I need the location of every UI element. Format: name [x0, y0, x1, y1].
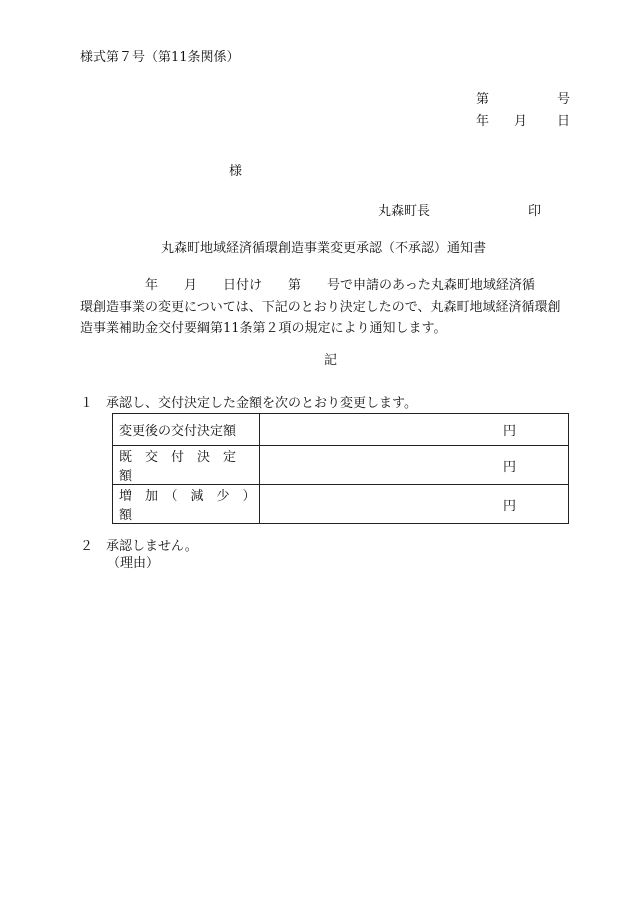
reason-label: （理由）: [107, 556, 160, 571]
amount-row-label: 既 交 付 決 定 額: [113, 446, 260, 485]
item-1-text: 承認し、交付決定した金額を次のとおり変更します。: [106, 396, 417, 411]
body-text-line: 造事業補助金交付要綱第11条第２項の規定により通知します。: [80, 321, 447, 336]
date-month-label: 月: [514, 114, 528, 129]
item-2: [80, 539, 198, 555]
ki-heading: 記: [324, 353, 338, 368]
amount-row-unit: 円: [260, 414, 569, 446]
amount-table: [112, 413, 569, 524]
amount-row-label: 増 加 （ 減 少 ） 額: [113, 485, 260, 524]
document-number-suffix: 号: [557, 92, 571, 107]
item-1: [80, 396, 417, 412]
date-year-label: 年: [476, 114, 490, 129]
amount-row-label: 変更後の交付決定額: [113, 414, 260, 446]
body-text-line: 環創造事業の変更については、下記のとおり決定したので、丸森町地域経済循環創: [80, 300, 561, 315]
seal-mark: 印: [528, 204, 542, 219]
addressee-honorific: 様: [229, 164, 243, 179]
item-1-number: １: [80, 396, 94, 411]
date-day-label: 日: [557, 114, 571, 129]
item-2-number: ２: [80, 539, 94, 554]
table-row: [113, 485, 569, 524]
amount-row-unit: 円: [260, 446, 569, 485]
document-number-prefix: 第: [476, 92, 490, 107]
table-row: [113, 446, 569, 485]
item-2-text: 承認しません。: [106, 539, 198, 554]
sender-title: 丸森町長: [378, 204, 431, 219]
document-title: 丸森町地域経済循環創造事業変更承認（不承認）通知書: [161, 241, 487, 256]
amount-row-unit: 円: [260, 485, 569, 524]
body-text-line: 年 月 日付け 第 号で申請のあった丸森町地域経済循: [80, 278, 535, 293]
form-number-label: 様式第７号（第11条関係）: [80, 50, 240, 65]
table-row: [113, 414, 569, 446]
